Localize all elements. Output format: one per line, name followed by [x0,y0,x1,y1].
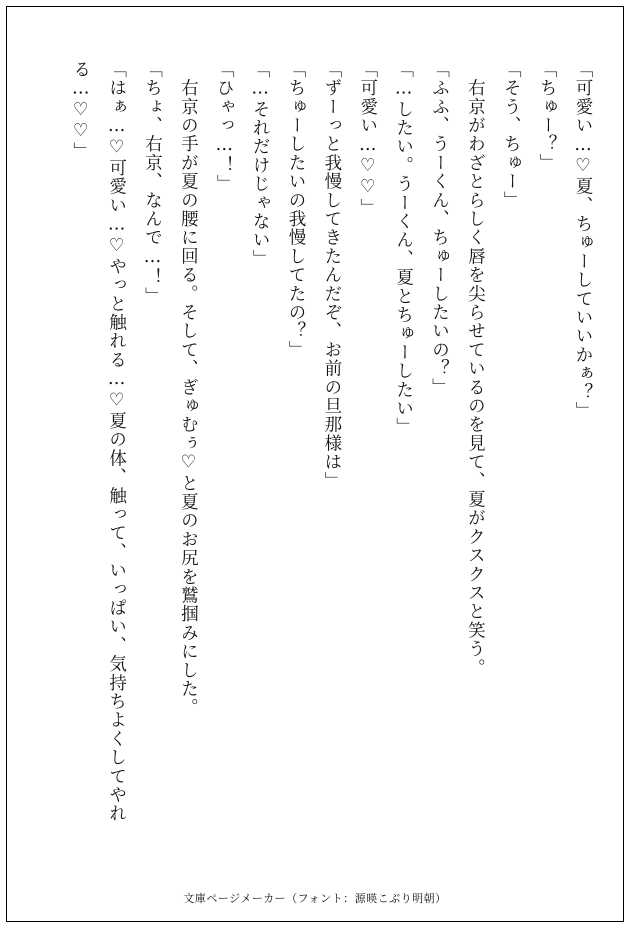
vertical-text-body [30,60,600,850]
text-line: 「ちょ、右京、なんで…！」 [142,60,163,306]
text-line: 「可愛い…♡夏、ちゅーしていいかぁ？」 [573,60,593,421]
text-line: 「ひゃっ…！」 [214,60,235,194]
footer-credit: 文庫ページメーカー（フォント：源暎こぶり明朝） [183,892,447,905]
text-line: 「可愛い…♡♡」 [357,60,378,218]
text-line: 「ちゅーしたいの我慢してたの？」 [286,60,306,360]
text-line: 「ずーっと我慢してきたんだぞ、お前の旦那様は」 [321,60,342,491]
text-line: 「そう、ちゅー」 [501,60,522,210]
text-line: 「…それだけじゃない」 [250,60,271,269]
text-line: 右京の手が夏の腰に回る。そして、ぎゅむぅ♡と夏のお尻を鷲掴みにした。 [178,60,199,717]
text-line: 右京がわざとらしく唇を尖らせているのを見て、夏がクスクスと笑う。 [465,60,486,678]
text-line: 「…したい。うーくん、夏とちゅーしたい」 [393,60,414,437]
text-line: 「ふふ、うーくん、ちゅーしたいの？」 [429,60,450,397]
text-line: 「はぁ…♡可愛い…♡やっと触れる…♡夏の体、触って、いっぱい、気持ちよくしてやれる…♡♡」 [70,60,127,823]
text-line: 「ちゅー？」 [537,60,558,173]
